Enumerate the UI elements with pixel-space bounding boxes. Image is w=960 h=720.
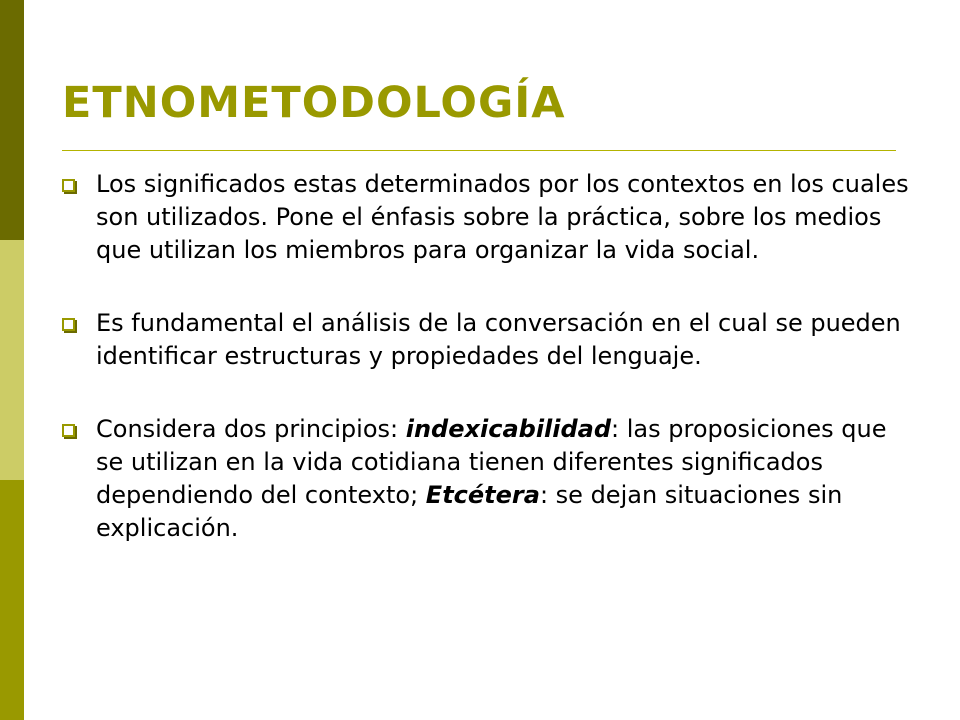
side-band-bottom bbox=[0, 480, 24, 720]
bullet-list bbox=[60, 168, 920, 545]
side-band-top bbox=[0, 0, 24, 240]
side-band-middle bbox=[0, 240, 24, 480]
title-underline bbox=[62, 150, 896, 151]
hollow-square-bullet-icon bbox=[62, 318, 75, 331]
bullet-item-3 bbox=[60, 413, 920, 545]
bullet-text-2: Es fundamental el análisis de la conversación en el cual se pueden identificar estructuras y propiedades del lenguaje. bbox=[96, 309, 901, 370]
hollow-square-bullet-icon bbox=[62, 424, 75, 437]
slide-title: ETNOMETODOLOGÍA bbox=[62, 78, 566, 128]
bullet-item-1 bbox=[60, 168, 920, 267]
term-indexicabilidad: indexicabilidad bbox=[405, 415, 612, 443]
bullet-text-3 bbox=[96, 415, 886, 542]
bullet-item-2 bbox=[60, 307, 920, 373]
term-etcetera: Etcétera bbox=[425, 481, 540, 509]
bullet-text-1: Los significados estas determinados por los contextos en los cuales son utilizados. Pone el énfasis sobre la práctica, sobre los medios que utilizan los miembros para organizar la vida social. bbox=[96, 170, 909, 264]
hollow-square-bullet-icon bbox=[62, 179, 75, 192]
bullet-3-end: : se dejan situaciones sin explicación. bbox=[96, 481, 843, 542]
bullet-3-intro: Considera dos principios: bbox=[96, 415, 406, 443]
bullet-3-middle: : las proposiciones que se utilizan en la vida cotidiana tienen diferentes significados dependiendo del contexto; bbox=[96, 415, 887, 509]
